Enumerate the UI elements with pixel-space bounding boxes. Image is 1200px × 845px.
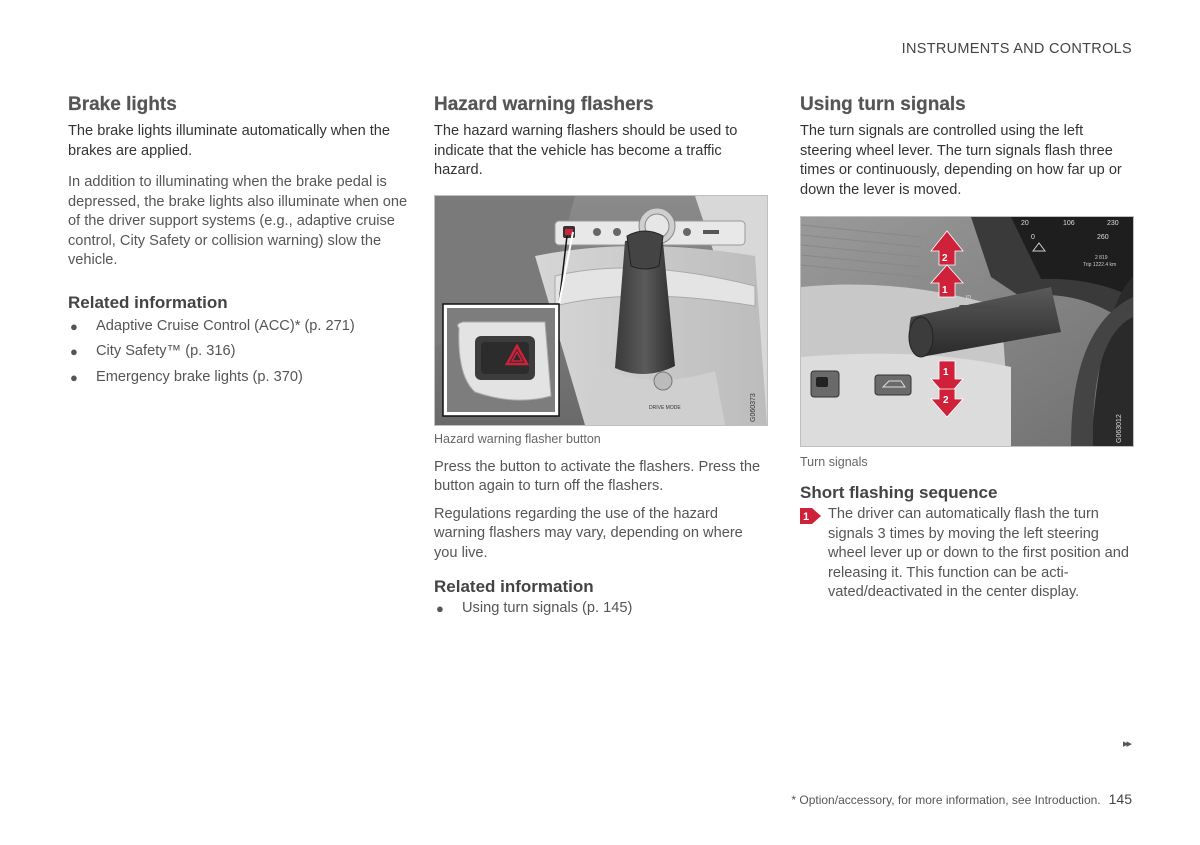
turn-signals-figure bbox=[800, 216, 1134, 447]
bullet-icon: ● bbox=[70, 344, 78, 359]
hazard-section bbox=[434, 94, 770, 625]
hazard-caption: Hazard warning flasher button bbox=[434, 431, 601, 446]
step-marker-icon bbox=[800, 507, 822, 530]
list-item[interactable]: ● Using turn signals (p. 145) bbox=[434, 599, 770, 619]
figure-code: G060373 bbox=[750, 392, 757, 422]
svg-text:1: 1 bbox=[943, 367, 949, 378]
turn-signals-section bbox=[800, 94, 1134, 603]
hazard-lead: The hazard warning flashers should be used to indicate that the vehicle has become a traffic hazard. bbox=[434, 123, 738, 178]
bullet-icon: ● bbox=[70, 369, 78, 385]
continue-arrows-icon: ▸▸ bbox=[1122, 738, 1130, 750]
svg-text:Trip 1222.4 km: Trip 1222.4 km bbox=[1083, 262, 1117, 268]
bullet-icon: ● bbox=[436, 601, 444, 616]
section-header: INSTRUMENTS AND CONTROLS bbox=[901, 41, 1132, 57]
footer bbox=[791, 791, 1132, 807]
step-item bbox=[800, 505, 1134, 603]
related-info-title: Related information bbox=[68, 292, 228, 312]
hazard-para1: Press the button to activate the flashers. Press the button again to turn off the flashers. bbox=[434, 458, 761, 494]
svg-text:2 819: 2 819 bbox=[1095, 255, 1108, 261]
hazard-para2: Regulations regarding the use of the hazard warning flashers may vary, depending on where you live. bbox=[434, 505, 743, 561]
hazard-illustration bbox=[435, 196, 767, 425]
svg-text:2: 2 bbox=[942, 253, 948, 264]
svg-text:0: 0 bbox=[1031, 234, 1035, 241]
svg-text:260: 260 bbox=[1097, 234, 1109, 241]
svg-text:20: 20 bbox=[1021, 220, 1029, 227]
short-flash-title: Short flashing sequence bbox=[800, 483, 998, 502]
brake-lights-lead: The brake lights illuminate automatically when the brakes are applied. bbox=[68, 123, 391, 159]
hazard-related-list bbox=[434, 599, 770, 619]
brake-lights-section bbox=[68, 94, 408, 393]
bullet-icon: ● bbox=[70, 318, 78, 334]
list-item[interactable]: ● Emergency brake lights (p. 370) bbox=[68, 368, 408, 388]
svg-text:230: 230 bbox=[1107, 220, 1119, 227]
drive-mode-label: DRIVE MODE bbox=[649, 404, 681, 411]
list-item[interactable]: ● Adaptive Cruise Control (ACC)* (p. 271) bbox=[68, 317, 408, 337]
svg-text:2: 2 bbox=[943, 395, 949, 406]
hazard-figure bbox=[434, 195, 768, 426]
turn-signals-caption: Turn signals bbox=[800, 455, 868, 469]
list-item[interactable]: ● City Safety™ (p. 316) bbox=[68, 342, 408, 362]
turn-signals-illustration bbox=[801, 217, 1133, 446]
page-number: 145 bbox=[1108, 791, 1132, 807]
svg-text:106: 106 bbox=[1063, 220, 1075, 227]
svg-text:1: 1 bbox=[942, 285, 948, 296]
hazard-title: Hazard warning flashers bbox=[434, 94, 654, 115]
brake-lights-title: Brake lights bbox=[68, 94, 177, 115]
svg-text:ID: ID bbox=[966, 295, 971, 301]
turn-signals-lead: The turn signals are controlled using the left steering wheel lever. The turn signals flash three times or continuously, depending on how far up or down the lever is moved. bbox=[800, 123, 1122, 198]
brake-lights-body: In addition to illuminating when the brake pedal is depressed, the brake lights also illuminate when one of the driver support systems (e.g., adaptive cruise control, City Safety or collision warning) slow the vehicle. bbox=[68, 174, 408, 268]
turn-signals-title: Using turn signals bbox=[800, 94, 966, 115]
svg-text:1: 1 bbox=[803, 511, 810, 523]
hazard-related-title: Related information bbox=[434, 577, 594, 596]
step-text: The driver can automatically flash the turn signals 3 times by moving the left steering wheel lever up or down to the first position and releasing it. This function can be acti-vated/deactivated in the center display. bbox=[828, 506, 1129, 600]
related-info-list bbox=[68, 317, 408, 388]
footer-note: * Option/accessory, for more information, see Introduction. bbox=[791, 793, 1101, 807]
figure-code: G063012 bbox=[1116, 414, 1123, 443]
